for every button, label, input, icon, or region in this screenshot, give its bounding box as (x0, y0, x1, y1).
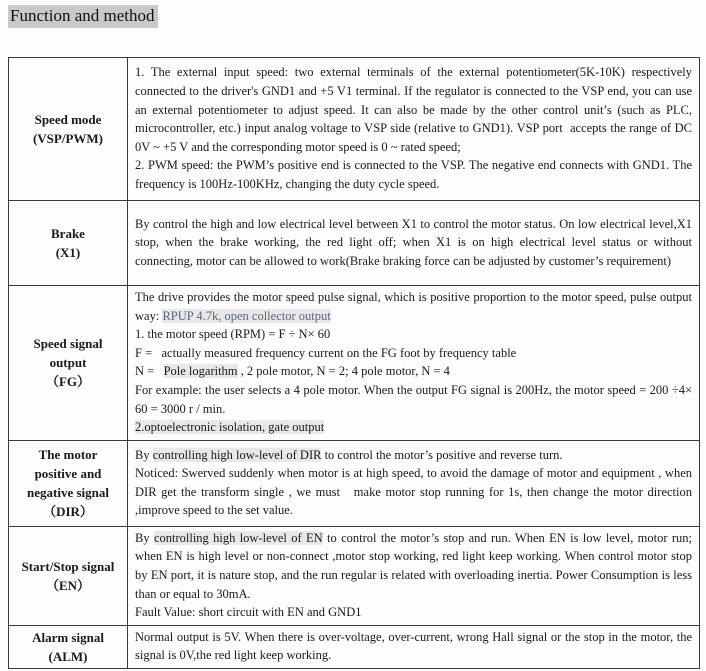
highlighted-text: 2.optoelectronic isolation, gate output (135, 420, 325, 435)
text-segment: to control the motor’s positive and reverse turn. (321, 447, 563, 462)
text-segment: F = actually measured frequency current on the FG foot by frequency table (135, 345, 517, 360)
highlighted-text: controlling high low-level of EN (153, 530, 323, 545)
row-content-motor-direction-signal (128, 440, 700, 526)
paragraph (135, 529, 692, 603)
paragraph (135, 464, 692, 520)
row-label-motor-direction-signal (9, 440, 128, 526)
label-line: Alarm signal (32, 629, 104, 645)
label-line: positive and (34, 466, 102, 482)
function-method-table (8, 57, 700, 669)
highlighted-text: Pole logarithm (163, 364, 238, 379)
text-segment: By (135, 447, 153, 462)
label-line: (X1) (55, 245, 81, 260)
label-line: The motor (38, 447, 98, 463)
table-row-speed-signal-output (9, 286, 700, 441)
text-segment: Fault Value: short circuit with EN and GND1 (135, 605, 362, 620)
paragraph (135, 63, 692, 156)
text-segment: 1. The external input speed: two external terminals of the external potentiometer(5K-10K) respectively connected to the driver's GND1 and +5 V1 terminal. If the regulator is connected to the VSP end, you can use an external potentiometer to adjust speed. It can also be made by the other control unit’s (such as PLC, microcontroller, etc.) input analog voltage to VSP side (relative to GND1). VSP port accepts the range of DC 0V ~ +5 V and the corresponding motor speed is 0 ~ rated speed; (135, 65, 692, 154)
paragraph (135, 603, 692, 622)
label-line: （DIR） (43, 504, 93, 520)
text-segment: The drive provides the motor speed pulse signal, which is positive proportion to the motor speed, pulse output way: (135, 290, 692, 323)
text-segment: By (135, 530, 154, 545)
row-label-brake (9, 201, 128, 286)
paragraph (135, 381, 692, 418)
paragraph (135, 288, 692, 325)
page-title: Function and method (8, 5, 158, 28)
paragraph (135, 446, 692, 465)
highlighted-text: RPUP 4.7k, open collector output (162, 308, 331, 323)
label-line: output (49, 355, 87, 371)
table-row-motor-direction-signal (9, 440, 700, 526)
table-row-start-stop-signal (9, 526, 700, 625)
text-segment: , 2 pole motor, N = 2; 4 pole motor, N = 4 (237, 364, 450, 379)
text-segment: For example: the user selects a 4 pole motor. When the output FG signal is 200Hz, the motor speed = 200 ÷4× 60 = 3000 r / min. (135, 382, 692, 416)
text-segment: 2. PWM speed: the PWM’s positive end is connected to the VSP. The negative end connects with GND1. The frequency is 100Hz-100KHz, changing the duty cycle speed. (135, 158, 692, 191)
text-segment: By control the high and low electrical level between X1 to control the motor status. On low electrical level,X1 stop, when the brake working, the red light off; when X1 is on high electrical level status or without connecting, motor can be allowed to work(Brake braking force can be adjusted by customer’s requirement) (135, 216, 692, 268)
row-label-start-stop-signal (9, 526, 128, 625)
row-content-speed-signal-output (128, 286, 700, 441)
table-row-brake (9, 201, 700, 286)
paragraph (135, 325, 692, 344)
paragraph (135, 344, 692, 363)
label-line: negative signal (27, 485, 109, 501)
row-label-alarm-signal (9, 625, 128, 668)
row-content-alarm-signal (128, 625, 700, 668)
row-content-start-stop-signal (128, 526, 700, 625)
label-line: Brake (51, 226, 85, 241)
label-line: Start/Stop signal (21, 558, 115, 574)
table-row-alarm-signal (9, 625, 700, 668)
row-label-speed-mode (9, 58, 128, 201)
text-segment: to control the motor’s stop and run. When EN is low level, motor run; when EN is high level or non-connect ,motor stop working, red light keep working. When control motor stop by EN port, it is nature stop, and the run regular is related with overloading inertia. Power Consumption is less than or equal to 30mA. (135, 530, 692, 601)
table-row-speed-mode (9, 58, 700, 201)
text-segment: N = (135, 364, 164, 379)
label-line: (VSP/PWM) (32, 131, 104, 146)
label-line: Speed mode (34, 112, 102, 127)
paragraph (135, 156, 692, 193)
function-table-body (9, 58, 700, 669)
label-line: （EN） (45, 577, 91, 593)
highlighted-text: controlling high low-level of DIR (152, 447, 322, 462)
text-segment: 1. the motor speed (RPM) = F ÷ N× 60 (135, 327, 331, 342)
paragraph (135, 215, 692, 271)
row-content-speed-mode (128, 58, 700, 201)
paragraph (135, 362, 692, 381)
row-label-speed-signal-output (9, 286, 128, 441)
paragraph (135, 628, 692, 665)
label-line: Speed signal (33, 336, 103, 352)
text-segment: Noticed: Swerved suddenly when motor is at high speed, to avoid the damage of motor and equipment , when DIR get the transform single , we must make motor stop running for 1s, then change the motor direction ,improve speed to the set value. (135, 466, 692, 518)
label-line: （FG） (45, 374, 91, 390)
paragraph (135, 418, 692, 437)
row-content-brake (128, 201, 700, 286)
text-segment: Normal output is 5V. When there is over-voltage, over-current, wrong Hall signal or the stop in the motor, the signal is 0V,the red light keep working. (135, 629, 692, 663)
label-line: (ALM) (48, 648, 88, 664)
